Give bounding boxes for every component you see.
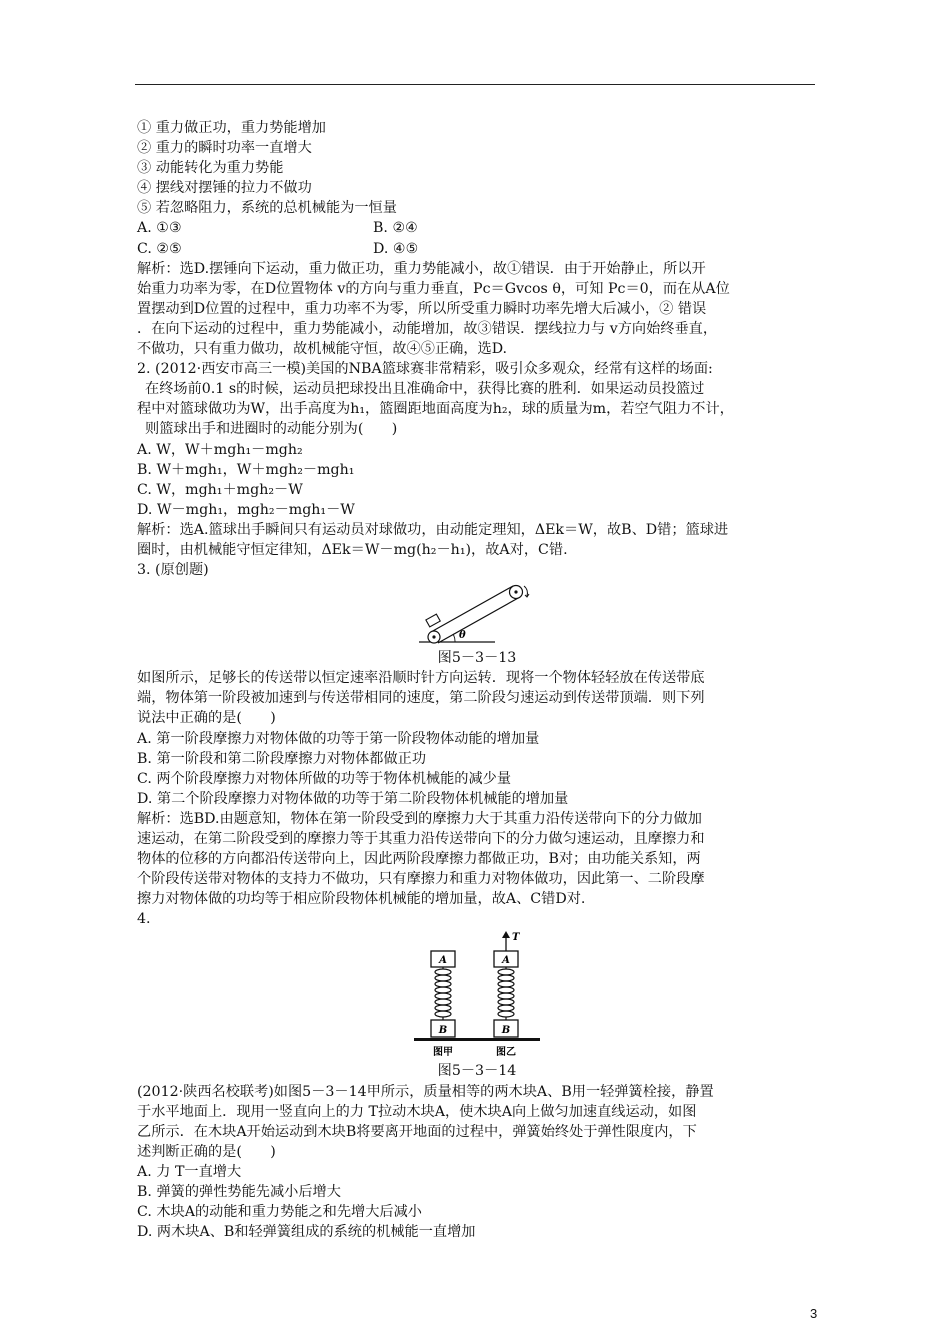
analysis-line: 置摆动到D位置的过程中，重力功率不为零，所以所受重力瞬时功率先增大后减小，② 错误: [137, 300, 707, 317]
block-a-label: A: [502, 955, 510, 967]
q1-statement: ① 重力做正功，重力势能增加: [137, 120, 326, 136]
block-a-label: A: [439, 955, 447, 967]
conveyor-figure: [137, 580, 817, 648]
q4-option: B. 弹簧的弹性势能先减小后增大: [137, 1184, 341, 1201]
header-rule: [135, 84, 815, 85]
q3-stem: [137, 668, 817, 728]
q3-header: 3. (原创题): [137, 562, 209, 579]
q1-option-c: C. ②⑤: [137, 240, 182, 257]
q1-option-d: D. ④⑤: [373, 240, 419, 257]
stem-line: 如图所示，足够长的传送带以恒定速率沿顺时针方向运转．现将一个物体轻轻放在传送带底: [137, 670, 705, 687]
q1-statement: ③ 动能转化为重力势能: [137, 160, 284, 177]
q4-header: 4.: [137, 911, 151, 928]
stem-line: 端，物体第一阶段被加速到与传送带相同的速度，第二阶段匀速运动到传送带顶端．则下列: [137, 690, 705, 707]
q1-statement: ⑤ 若忽略阻力，系统的总机械能为一恒量: [137, 200, 397, 217]
object-block: [426, 614, 440, 627]
analysis-line: 解析：选D.摆锤向下运动，重力做正功，重力势能减小，故①错误．由于开始静止，所以开: [137, 260, 706, 277]
analysis-line: ．在向下运动的过程中，重力势能减小，动能增加，故③错误．摆线拉力与 v方向始终垂直，: [137, 320, 718, 337]
q2-option: C. W，mgh₁＋mgh₂－W: [137, 481, 303, 498]
q1-statement: ② 重力的瞬时功率一直增大: [137, 140, 312, 157]
figure-caption: 图5－3－13: [437, 650, 517, 667]
q4-option: A. 力 T一直增大: [137, 1163, 242, 1180]
q1-option-b: B. ②④: [373, 220, 418, 237]
q1-analysis: [137, 259, 817, 359]
q2-option: D. W－mgh₁，mgh₂－mgh₁－W: [137, 501, 355, 518]
q3-analysis: [137, 809, 817, 909]
stem-line: 程中对篮球做功为W，出手高度为h₁，篮圈距地面高度为h₂，球的质量为m，若空气阻力不计，: [137, 401, 734, 418]
analysis-line: 解析：选BD.由题意知，物体在第一阶段受到的摩擦力大于其重力沿传送带向下的分力做加: [137, 810, 702, 827]
stem-line: (2012·陕西名校联考)如图5－3－14甲所示，质量相等的两木块A、B用一轻弹簧栓接，静置: [137, 1083, 714, 1100]
analysis-line: 个阶段传送带对物体的支持力不做功，只有摩擦力和重力对物体做功，因此第一、二阶段摩: [137, 871, 705, 888]
q1-statements: [137, 118, 817, 218]
analysis-line: 物体的位移的方向都沿传送带向上，因此两阶段摩擦力都做正功，B对；由功能关系知，两: [137, 851, 701, 868]
q3-option: D. 第二个阶段摩擦力对物体做的功等于第二阶段物体机械能的增加量: [137, 790, 569, 807]
ground: [414, 1038, 540, 1041]
q2-stem: [137, 359, 817, 439]
q2-options: [137, 440, 817, 520]
q2-option: A. W，W＋mgh₁－mgh₂: [137, 441, 303, 458]
stem-line: 说法中正确的是( ): [137, 710, 276, 727]
stem-line: 则篮球出手和进圈时的动能分别为( ): [145, 421, 398, 438]
page-number: 3: [810, 1306, 818, 1321]
figure-caption: 图5－3－14: [437, 1063, 517, 1080]
stem-line: 在终场前0.1 s的时候，运动员把球投出且准确命中，获得比赛的胜利．如果运动员投篮过: [145, 381, 705, 398]
force-label: T: [512, 932, 520, 944]
figure-yi-label: 图乙: [496, 1047, 516, 1059]
q4-stem: [137, 1082, 817, 1162]
analysis-line: 擦力对物体做的功均等于相应阶段物体机械能的增加量，故A、C错D对.: [137, 891, 586, 908]
analysis-line: 解析：选A.篮球出手瞬间只有运动员对球做功，由动能定理知，ΔEk＝W，故B、D错；篮球进: [137, 521, 729, 538]
figure-jia-label: 图甲: [433, 1047, 453, 1059]
q3-options: [137, 729, 817, 809]
page-content: [137, 118, 817, 1242]
force-arrow-icon: [502, 931, 510, 938]
q1-options-row: [137, 218, 817, 238]
q4-option: D. 两木块A、B和轻弹簧组成的系统的机械能一直增加: [137, 1224, 476, 1241]
block-b-label: B: [501, 1025, 511, 1037]
analysis-line: 始重力功率为零，在D位置物体 v的方向与重力垂直，Pc＝Gvcos θ，可知 Pc＝0，而在从A位: [137, 280, 730, 297]
q4-option: C. 木块A的动能和重力势能之和先增大后减小: [137, 1204, 422, 1221]
q3-option: C. 两个阶段摩擦力对物体所做的功等于物体机械能的减少量: [137, 770, 512, 787]
angle-label: θ: [459, 630, 466, 642]
q1-statement: ④ 摆线对摆锤的拉力不做功: [137, 180, 312, 197]
stem-line: 2. (2012·西安市高三一模)美国的NBA篮球赛非常精彩，吸引众多观众，经常有这样的场面:: [137, 361, 713, 378]
analysis-line: 圈时，由机械能守恒定律知，ΔEk＝W－mg(h₂－h₁)，故A对，C错.: [137, 541, 568, 558]
q1-options-row: [137, 239, 817, 259]
q3-option: B. 第一阶段和第二阶段摩擦力对物体都做正功: [137, 750, 427, 767]
q2-analysis: [137, 520, 817, 560]
spring-figure: [137, 929, 817, 1061]
stem-line: 于水平地面上．现用一竖直向上的力 T拉动木块A，使木块A向上做匀加速直线运动，如图: [137, 1103, 697, 1120]
q3-option: A. 第一阶段摩擦力对物体做的功等于第一阶段物体动能的增加量: [137, 730, 540, 747]
q4-options: [137, 1162, 817, 1242]
stem-line: 述判断正确的是( ): [137, 1143, 276, 1160]
analysis-line: 速运动，在第二阶段受到的摩擦力等于其重力沿传送带向下的分力做匀速运动，且摩擦力和: [137, 831, 705, 847]
q1-option-a: A. ①③: [137, 220, 182, 237]
analysis-line: 不做功，只有重力做功，故机械能守恒，故④⑤正确，选D.: [137, 341, 508, 358]
block-b-label: B: [438, 1025, 448, 1037]
stem-line: 乙所示．在木块A开始运动到木块B将要离开地面的过程中，弹簧始终处于弹性限度内，下: [137, 1123, 697, 1140]
assembly-left: [431, 951, 455, 1058]
spring-diagram: [412, 929, 542, 1061]
conveyor-diagram: [417, 580, 537, 648]
q2-option: B. W＋mgh₁，W＋mgh₂－mgh₁: [137, 461, 355, 478]
